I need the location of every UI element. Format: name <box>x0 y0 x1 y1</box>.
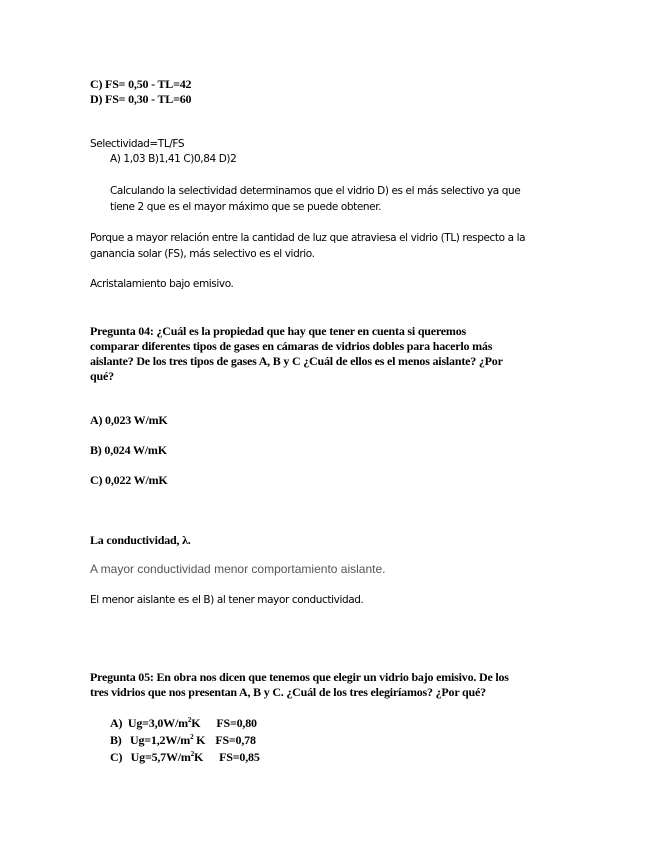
q05-option-fs: FS=0,78 <box>215 733 256 747</box>
q05-question-line: Pregunta 05: En obra nos dicen que tenemos que elegir un vidrio bajo emisivo. De los <box>90 670 509 684</box>
selectivity-formula: Selectividad=TL/FS <box>90 138 185 150</box>
q05-option-ug: Ug=5,7W/m <box>130 750 191 764</box>
q05-option-b <box>110 733 256 748</box>
q04-question-line: Pregunta 04: ¿Cuál es la propiedad que hay que tener en cuenta si queremos <box>90 324 467 338</box>
q04-question-line: aislante? De los tres tipos de gases A, B y C ¿Cuál de ellos es el menos aislante? ¿Por <box>90 354 503 368</box>
q05-option-ug: Ug=3,0W/m <box>127 716 188 730</box>
q04-question-line: comparar diferentes tipos de gases en cámaras de vidrios dobles para hacerlo más <box>90 339 493 353</box>
q05-question-line: tres vidrios que nos presentan A, B y C. ¿Cuál de los tres elegiríamos? ¿Por qué? <box>90 685 486 699</box>
q05-option-exponent: 2 <box>187 716 192 724</box>
q05-option-unit: K <box>194 750 204 764</box>
q05-option-exponent: 2 <box>190 733 194 741</box>
q05-option-fs: FS=0,85 <box>219 750 260 764</box>
q05-option-label: B) <box>110 733 122 747</box>
q05-option-unit: K <box>193 733 206 747</box>
q03-option-c: C) FS= 0,50 - TL=42 <box>90 77 192 91</box>
q04-option-b: B) 0,024 W/mK <box>90 443 167 457</box>
q04-option-a: A) 0,023 W/mK <box>90 413 168 427</box>
q04-question-line: qué? <box>90 369 114 383</box>
q04-answer: El menor aislante es el B) al tener mayor conductividad. <box>90 594 364 606</box>
q05-option-label: C) <box>110 750 123 764</box>
q05-option-unit: K <box>191 716 201 730</box>
q04-option-c: C) 0,022 W/mK <box>90 473 168 487</box>
selectivity-explanation-line: Calculando la selectividad determinamos que el vidrio D) es el más selectivo ya que <box>110 185 521 197</box>
q05-option-label: A) <box>110 716 123 730</box>
selectivity-explanation-line: tiene 2 que es el mayor máximo que se puede obtener. <box>110 201 382 213</box>
glazing-answer: Acristalamiento bajo emisivo. <box>90 278 234 290</box>
q05-option-c <box>110 750 260 765</box>
selectivity-values: A) 1,03 B)1,41 C)0,84 D)2 <box>110 153 237 165</box>
q05-option-fs: FS=0,80 <box>216 716 257 730</box>
q05-option-exponent: 2 <box>190 750 195 758</box>
selectivity-reason-line: ganancia solar (FS), más selectivo es el vidrio. <box>90 248 315 260</box>
selectivity-reason-line: Porque a mayor relación entre la cantidad de luz que atraviesa el vidrio (TL) respecto a la <box>90 232 526 244</box>
q05-option-a <box>110 716 257 731</box>
q05-option-ug: Ug=1,2W/m <box>130 733 191 747</box>
q03-option-d: D) FS= 0,30 - TL=60 <box>90 92 192 106</box>
conductivity-behavior: A mayor conductividad menor comportamiento aislante. <box>90 562 386 576</box>
conductivity-property: La conductividad, λ. <box>90 533 191 547</box>
